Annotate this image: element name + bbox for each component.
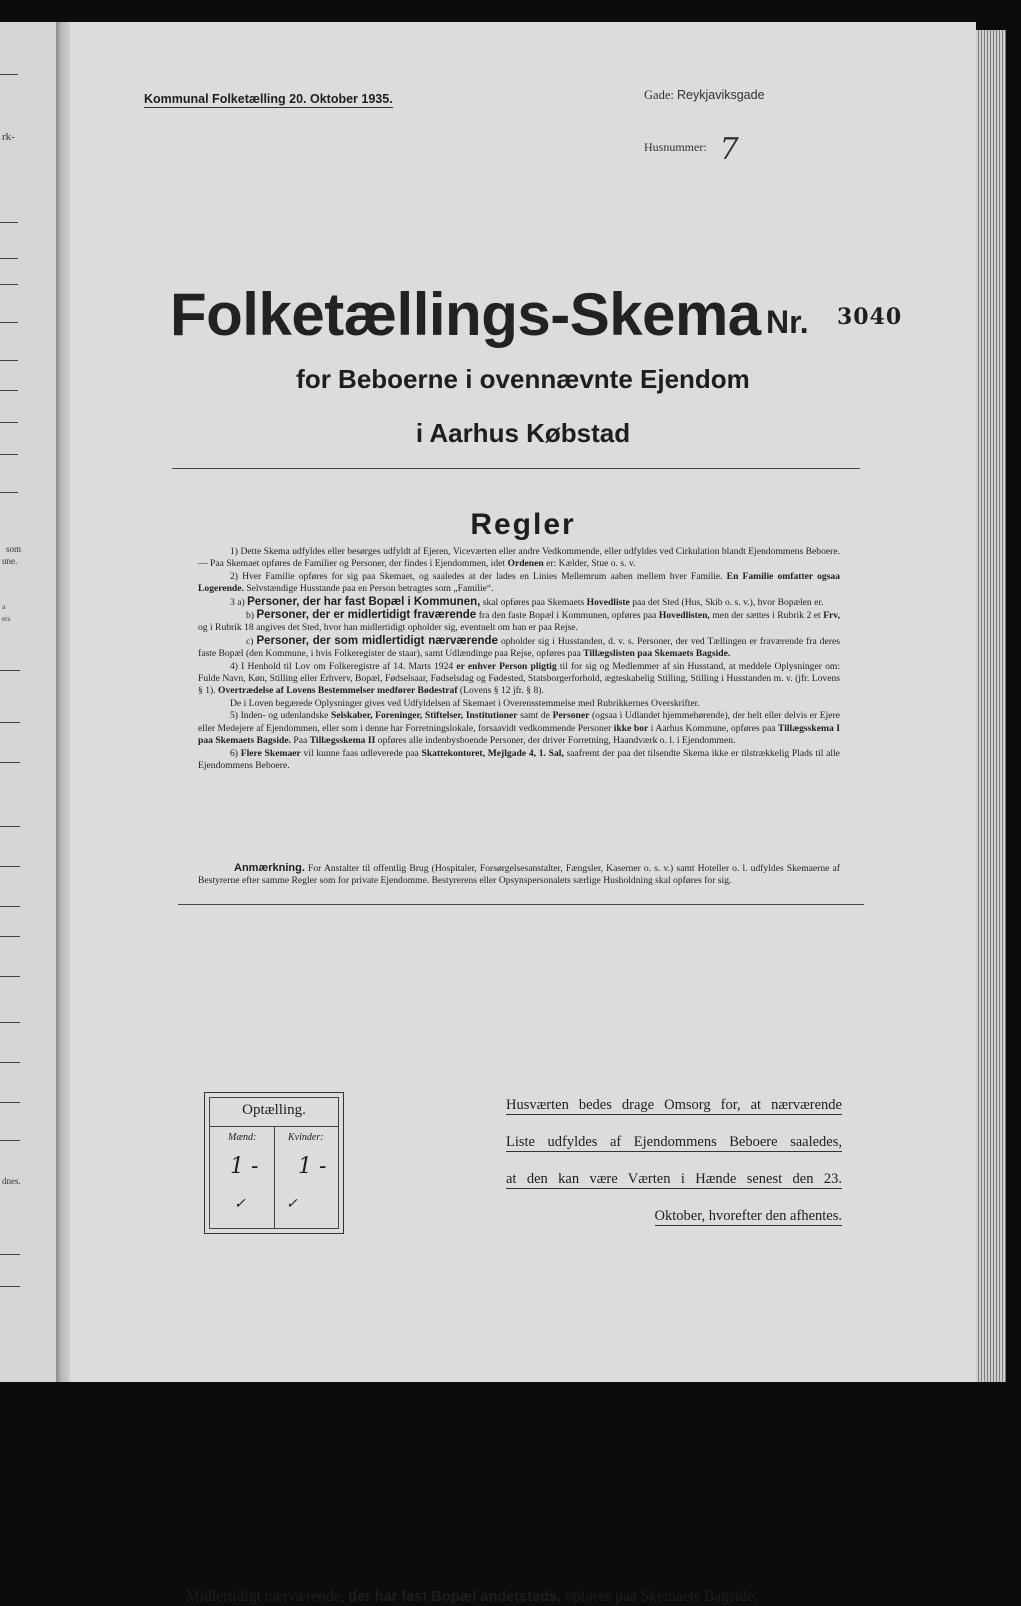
rules-text: [198, 546, 840, 772]
left-rule: [0, 1140, 20, 1141]
left-fragment-text: a: [2, 603, 6, 611]
left-rule: [0, 1022, 20, 1023]
left-rule: [0, 1286, 20, 1287]
left-page-fragment: [0, 22, 56, 1382]
house-number-label: Husnummer:: [644, 140, 707, 154]
notice-line: at den kan være Værten i Hænde senest den 23.: [506, 1171, 842, 1187]
footer-text-bold: der har fast Bopæl andetsteds,: [348, 1589, 562, 1605]
left-rule: [0, 222, 18, 223]
rules-heading: Regler: [470, 508, 576, 541]
rule-3b: b) Personer, der er midlertidigt fraværende fra den faste Bopæl i Kommunen, opføres paa Hovedlisten, men der sættes i Rubrik 2 et Frv, og i Rubrik 18 angives det Sted, hvor han midlertidigt opholder sig, eventuelt om han er paa Rejse.: [198, 609, 840, 634]
left-rule: [0, 322, 18, 323]
form-number-label: Nr.: [766, 304, 809, 340]
house-number-value: 7: [719, 132, 739, 167]
notice-line: Liste udfyldes af Ejendommens Beboere saaledes,: [506, 1134, 842, 1150]
remark-label: Anmærkning.: [234, 862, 305, 874]
street-value: Reykjaviksgade: [676, 88, 765, 102]
count-box-inner: [209, 1097, 339, 1229]
left-rule: [0, 1062, 20, 1063]
left-fragment-text: une.: [2, 556, 18, 566]
men-label: Mænd:: [228, 1132, 257, 1143]
rule-6: 6) Flere Skemaer vil kunne faas udleverede paa Skattekontoret, Mejlgade 4, 1. Sal, saafremt der paa det tilsendte Skema ikke er tilstrækkelig Plads til alle Ejendommens Beboere.: [198, 747, 840, 771]
left-rule: [0, 1254, 20, 1255]
left-rule: [0, 258, 18, 259]
left-rule: [0, 976, 20, 977]
men-check-mark: ✓: [234, 1197, 246, 1212]
women-label: Kvinder:: [288, 1132, 324, 1143]
house-number-field: [644, 124, 739, 167]
left-fragment-text: dnes.: [2, 1176, 21, 1186]
census-header: Kommunal Folketælling 20. Oktober 1935.: [144, 92, 393, 106]
notice-line: Husværten bedes drage Omsorg for, at nærværende: [506, 1097, 842, 1113]
left-rule: [0, 1102, 20, 1103]
rule-3a: 3 a) Personer, der har fast Bopæl i Kommunen, skal opføres paa Skemaets Hovedliste paa det Sted (Hus, Skib o. s. v.), hvor Bopælen er.: [230, 595, 824, 608]
rule-4: 4) I Henhold til Lov om Folkeregistre af 14. Marts 1924 er enhver Person pligtig til for sig og Medlemmer af sin Husstand, at meddele Oplysninger om: Fulde Navn, Køn, Stilling eller Erhverv, Bopæl, Fødselsaar, Fødselsdag og Fødested, Statsborgerforhold, ægteskabelig Stilling, Stilling i Husstanden m. v. (jfr. Lovens § 1). Overtrædelse af Lovens Bestemmelser medfører Bødestraf (Lovens § 12 jfr. § 8).: [198, 660, 840, 697]
form-subtitle: for Beboerne i ovennævnte Ejendom: [296, 364, 750, 394]
rule-5: 5) Inden- og udenlandske Selskaber, Foreninger, Stiftelser, Institutioner samt de Personer (ogsaa i Udlandet hjemmehørende), der helt eller delvis er Ejere eller Medejere af Ejendommen, eller som i denne har Forretningslokale, forsaavidt vedkommende Personer ikke bor i Aarhus Kommune, opføres paa Tillægsskema I paa Skemaets Bagside. Paa Tillægsskema II opføres alle indenbysboende Personer, der driver Forretning, Haandværk o. l. i Ejendommen.: [198, 710, 841, 747]
footer-note: [186, 1588, 758, 1606]
left-rule: [0, 866, 20, 867]
remark: [198, 862, 840, 888]
footer-text: Midlertidigt nærværende,: [186, 1588, 345, 1605]
notice-line: Oktober, hvorefter den afhentes.: [654, 1208, 842, 1224]
remark-text: For Anstalter til offentlig Brug (Hospitaler, Forsørgelsesanstalter, Fængsler, Kaserner o. s. v.) samt Hoteller o. l. udfyldes Skemaerne af Bestyrerne efter samme Regler som for private Ejendomme. Bestyrerens eller Opsynspersonalets særlige Husholdning skal opføres for sig.: [198, 863, 840, 887]
footer-text: opføres paa Skemaets Bagside.: [564, 1588, 758, 1605]
left-rule: [0, 284, 18, 285]
rule-2: 2) Hver Familie opføres for sig paa Skemaet, og saaledes at der lades en Linies Mellemrum aaben mellem hver Familie. En Familie omfatter ogsaa Logerende. Selvstændige Husstande paa en Person betragtes som „Familie“.: [198, 570, 840, 595]
left-rule: [0, 422, 18, 423]
left-rule: [0, 492, 18, 493]
rule-4-note: De i Loven begærede Oplysninger gives ved Udfyldelsen af Skemaet i Overensstemmelse med Rubrikkernes Overskrifter.: [230, 697, 700, 709]
census-form-page: [70, 22, 976, 1605]
rule-1: 1) Dette Skema udfyldes eller besørges udfyldt af Ejeren, Viceværten eller andre Vedkommende, eller udfyldes ved Cirkulation blandt Ejendommens Beboere. — Paa Skemaet opføres de Familier og Personer, der findes i Ejendommen, idet Ordenen er: Kælder, Stue o. s. v.: [198, 546, 840, 570]
women-check-mark: ✓: [286, 1197, 298, 1212]
divider: [172, 468, 860, 469]
street-field: [644, 88, 765, 103]
count-box: [204, 1092, 344, 1234]
left-rule: [0, 390, 18, 391]
landlord-notice: [506, 1096, 842, 1243]
left-rule: [0, 906, 20, 907]
women-count: 1 -: [298, 1154, 327, 1179]
page-edges: [976, 30, 1006, 1382]
left-rule: [0, 454, 18, 455]
count-title: Optælling.: [242, 1102, 306, 1118]
left-rule: [0, 826, 20, 827]
count-column-divider: [274, 1126, 275, 1228]
book-gutter: [56, 22, 70, 1382]
left-fragment-text: ers: [2, 615, 11, 623]
divider: [178, 904, 864, 905]
left-fragment-text: rk-: [2, 131, 15, 143]
form-number-value: 3040: [837, 304, 903, 330]
left-rule: [0, 762, 20, 763]
left-rule: [0, 74, 18, 75]
rule-3c: c) Personer, der som midlertidigt nærværende opholder sig i Husstanden, d. v. s. Personer, der ved Tællingen er fraværende fra deres faste Bopæl (den Kommune, i hvis Folkeregister de staar), samt Udlændinge paa Rejse, opføres paa Tillægslisten paa Skemaets Bagside.: [198, 634, 840, 660]
left-rule: [0, 936, 20, 937]
left-fragment-text: som: [6, 544, 22, 554]
left-rule: [0, 670, 20, 671]
form-title: Folketællings-Skema: [170, 281, 761, 348]
street-label: Gade:: [644, 88, 674, 102]
left-rule: [0, 360, 18, 361]
men-count: 1 -: [230, 1154, 259, 1179]
form-subtitle-city: i Aarhus Købstad: [415, 418, 631, 448]
left-rule: [0, 722, 20, 723]
